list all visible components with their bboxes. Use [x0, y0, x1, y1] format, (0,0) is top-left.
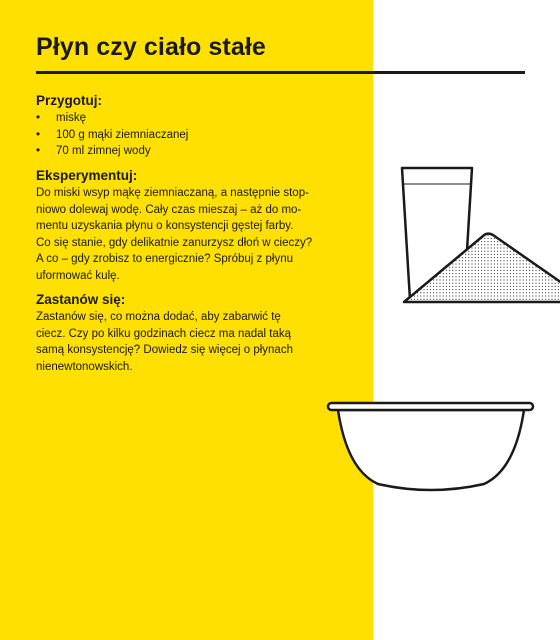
glass-of-water-icon [402, 168, 472, 300]
text-line: samą konsystencję? Dowiedz się więcej o płynach [36, 344, 293, 356]
material-text: miskę [56, 112, 87, 124]
list-item [36, 110, 188, 127]
experiment-heading: Eksperymentuj: [36, 168, 138, 183]
material-text: 70 ml zimnej wody [56, 145, 151, 157]
material-text: 100 g mąki ziemniaczanej [56, 128, 189, 141]
title-divider [36, 71, 525, 74]
text-line: ciecz. Czy po kilku godzinach ciecz ma nadal taką [36, 327, 292, 340]
page-title: Płyn czy ciało stałe [36, 33, 266, 61]
bullet: • [36, 145, 41, 157]
flour-pile-icon [404, 234, 560, 302]
reflect-paragraph [36, 309, 336, 375]
text-line: uformować kulę. [36, 269, 120, 282]
list-item [36, 143, 188, 160]
materials-list [36, 110, 188, 160]
reflect-heading: Zastanów się: [36, 292, 126, 307]
bullet: • [36, 128, 41, 141]
list-item [36, 127, 188, 144]
text-line: niowo dolewaj wodę. Cały czas mieszaj – aż do mo- [36, 203, 302, 216]
text-line: Do miski wsyp mąkę ziemniaczaną, a następnie stop- [36, 187, 309, 199]
text-line: A co – gdy zrobisz to energicznie? Spróbuj z płynu [36, 253, 293, 265]
text-line: mentu uzyskania płynu o konsystencji gęstej farby. [36, 220, 294, 232]
prepare-heading: Przygotuj: [36, 93, 102, 108]
text-line: nienewtonowskich. [36, 360, 133, 373]
experiment-paragraph [36, 185, 336, 284]
text-line: Zastanów się, co można dodać, aby zabarwić tę [36, 311, 281, 323]
text-line: Co się stanie, gdy delikatnie zanurzysz dłoń w cieczy? [36, 236, 313, 249]
bullet: • [36, 112, 41, 124]
